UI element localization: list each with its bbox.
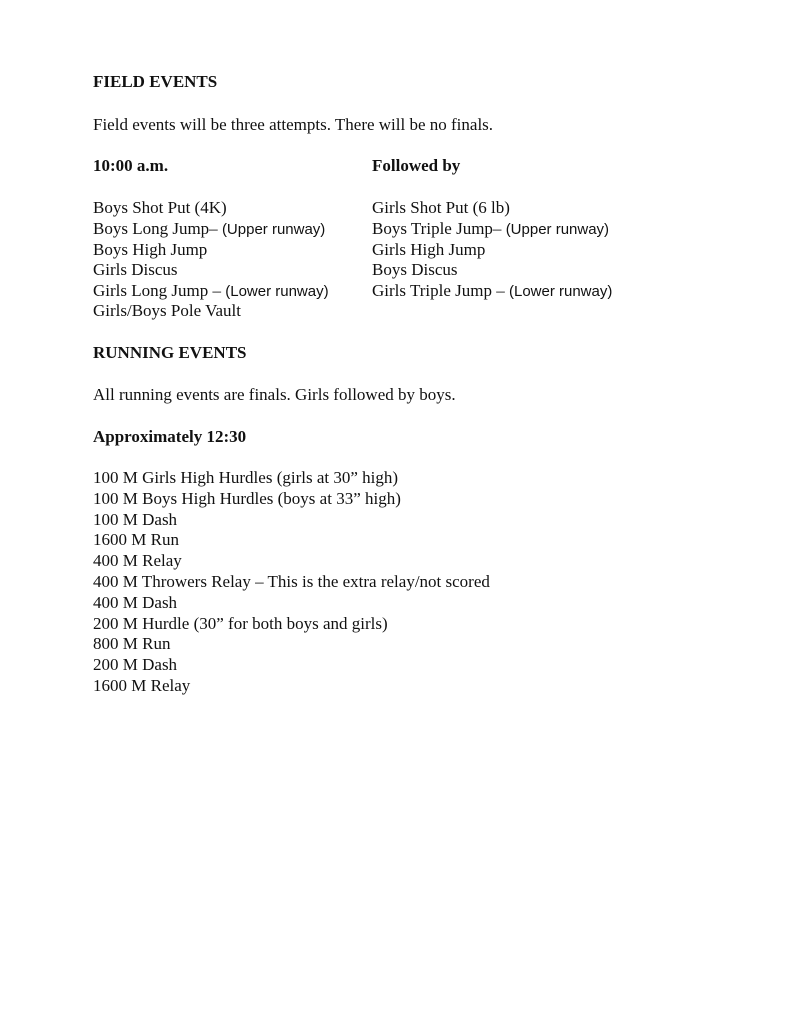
running-event-item: 100 M Dash xyxy=(93,510,178,529)
running-event-item: 400 M Throwers Relay – This is the extra relay/not scored xyxy=(93,572,490,591)
field-col1-heading: 10:00 a.m. xyxy=(93,156,169,175)
field-col1-item: Boys High Jump xyxy=(93,240,208,259)
running-event-item: 200 M Dash xyxy=(93,655,178,674)
field-col2-item: Boys Discus xyxy=(372,260,458,279)
running-event-item: 1600 M Relay xyxy=(93,676,191,695)
running-event-item: 800 M Run xyxy=(93,634,171,653)
running-time-heading: Approximately 12:30 xyxy=(93,427,247,446)
field-col1-item: Girls Discus xyxy=(93,260,178,279)
field-col2-item: Girls High Jump xyxy=(372,240,486,259)
running-event-item: 400 M Dash xyxy=(93,593,178,612)
field-col2-item: Girls Triple Jump – (Lower runway) xyxy=(372,281,613,300)
field-col1-item: Boys Shot Put (4K) xyxy=(93,198,227,217)
field-events-heading: FIELD EVENTS xyxy=(93,72,218,91)
field-events-intro: Field events will be three attempts. There will be no finals. xyxy=(93,115,494,134)
running-event-item: 100 M Girls High Hurdles (girls at 30” high) xyxy=(93,468,399,487)
running-event-item: 400 M Relay xyxy=(93,551,182,570)
field-col1-item: Girls/Boys Pole Vault xyxy=(93,301,241,320)
field-col1-item: Boys Long Jump– (Upper runway) xyxy=(93,219,326,238)
field-col2-heading: Followed by xyxy=(372,156,461,175)
field-col2-item: Girls Shot Put (6 lb) xyxy=(372,198,510,217)
running-event-item: 100 M Boys High Hurdles (boys at 33” high) xyxy=(93,489,401,508)
running-event-item: 1600 M Run xyxy=(93,530,179,549)
running-events-intro: All running events are finals. Girls followed by boys. xyxy=(93,385,456,404)
running-event-item: 200 M Hurdle (30” for both boys and girls) xyxy=(93,614,388,633)
field-col2-item: Boys Triple Jump– (Upper runway) xyxy=(372,219,610,238)
running-events-heading: RUNNING EVENTS xyxy=(93,343,247,362)
field-col1-item: Girls Long Jump – (Lower runway) xyxy=(93,281,329,300)
